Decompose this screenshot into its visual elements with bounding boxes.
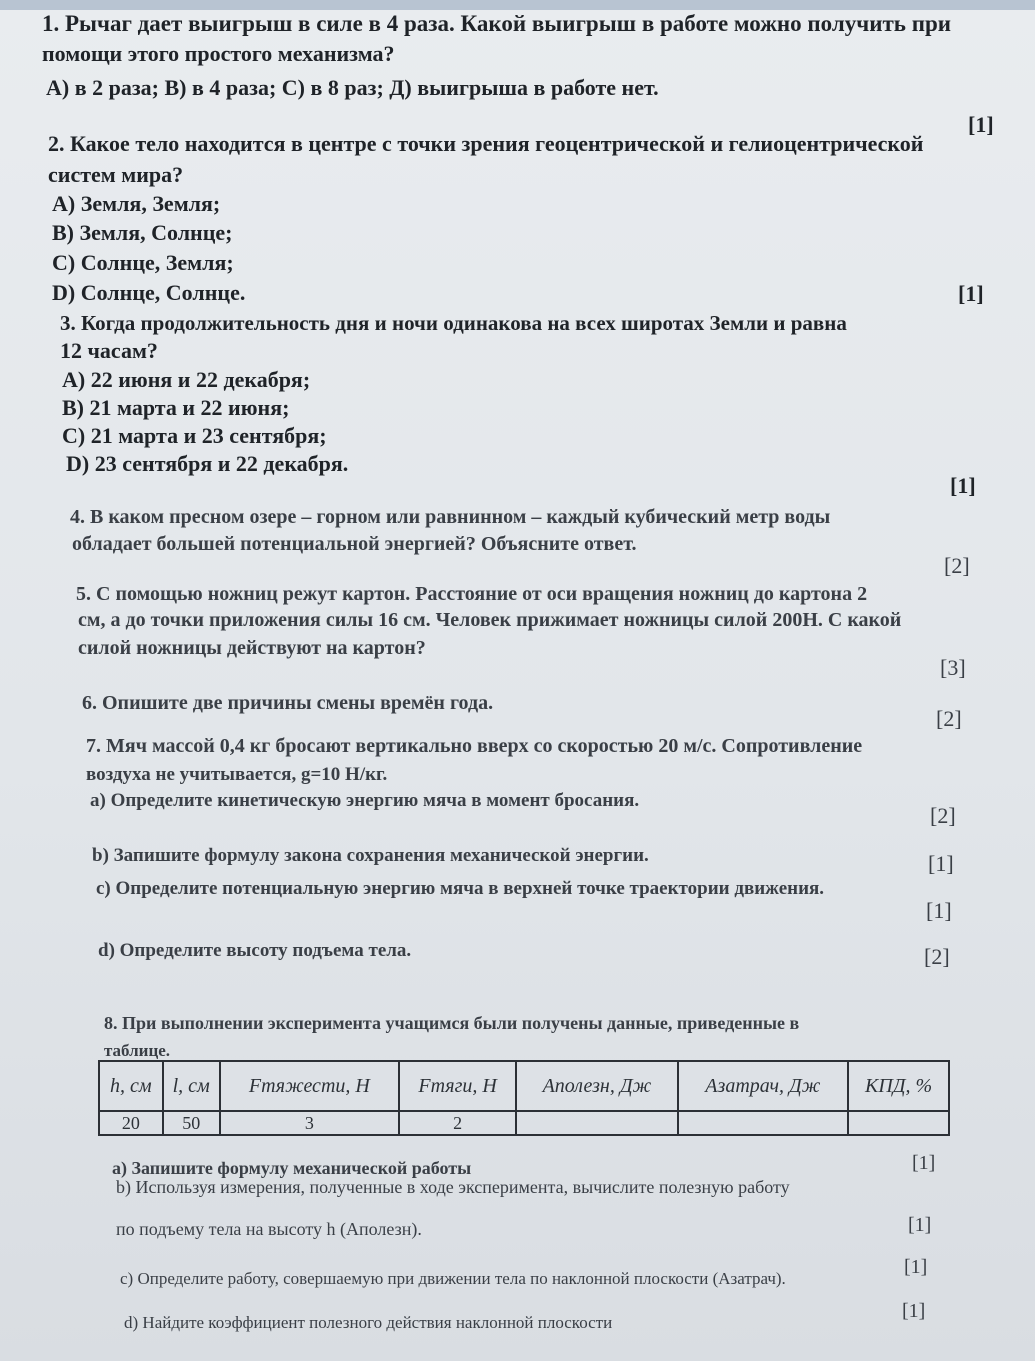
q1-text-line2: помощи этого простого механизма? xyxy=(42,41,395,66)
q8-part-c-mark: [1] xyxy=(904,1256,928,1278)
q7-part-a: a) Определите кинетическую энергию мяча в момент бросания. xyxy=(90,790,640,811)
q7-part-c-mark: [1] xyxy=(926,898,952,923)
q7-part-b-mark: [1] xyxy=(928,851,954,876)
q6-mark: [2] xyxy=(936,706,962,731)
header-f-pull: Fтяги, Н xyxy=(399,1061,516,1111)
header-f-gravity: Fтяжести, Н xyxy=(220,1061,399,1111)
q3-option-a: А) 22 июня и 22 декабря; xyxy=(62,367,311,392)
q8-part-b-line1: b) Используя измерения, полученные в ходе эксперимента, вычислите полезную работу xyxy=(116,1177,790,1197)
q7-text-line1: 7. Мяч массой 0,4 кг бросают вертикально вверх со скоростью 20 м/с. Сопротивление xyxy=(86,735,863,757)
header-l: l, см xyxy=(163,1061,220,1111)
q8-part-a: a) Запишите формулу механической работы xyxy=(112,1158,472,1178)
header-efficiency: КПД, % xyxy=(848,1061,949,1111)
q8-part-d-mark: [1] xyxy=(902,1300,926,1322)
q5-mark: [3] xyxy=(940,655,966,680)
table-header-row xyxy=(99,1061,949,1111)
cell-h: 20 xyxy=(99,1111,163,1135)
q3-text-line1: 3. Когда продолжительность дня и ночи одинакова на всех широтах Земли и равна xyxy=(60,311,847,335)
q3-mark: [1] xyxy=(950,473,976,498)
cell-efficiency xyxy=(848,1111,949,1135)
q4-text-line1: 4. В каком пресном озере – горном или равнинном – каждый кубический метр воды xyxy=(70,506,831,528)
q2-option-c: С) Солнце, Земля; xyxy=(52,250,234,275)
q8-part-d: d) Найдите коэффициент полезного действия наклонной плоскости xyxy=(124,1313,613,1332)
q8-part-b-line2: по подъему тела на высоту h (Aполезн). xyxy=(116,1219,422,1239)
q7-part-d: d) Определите высоту подъема тела. xyxy=(98,940,412,961)
q8-part-b-mark: [1] xyxy=(908,1214,932,1236)
q2-text-line2: систем мира? xyxy=(48,162,184,187)
q7-part-d-mark: [2] xyxy=(924,944,950,969)
q8-part-c: c) Определите работу, совершаемую при движении тела по наклонной плоскости (Aзатрач). xyxy=(120,1269,786,1288)
q3-option-c: С) 21 марта и 23 сентября; xyxy=(62,423,327,448)
q7-text-line2: воздуха не учитывается, g=10 Н/кг. xyxy=(86,764,388,785)
q4-text-line2: обладает большей потенциальной энергией? Объясните ответ. xyxy=(72,533,637,555)
cell-a-useful xyxy=(516,1111,677,1135)
table-row xyxy=(99,1111,949,1135)
cell-f-pull: 2 xyxy=(399,1111,516,1135)
q3-option-d: D) 23 сентября и 22 декабря. xyxy=(66,451,349,476)
header-a-useful: Aполезн, Дж xyxy=(516,1061,677,1111)
q2-option-b: В) Земля, Солнце; xyxy=(52,220,233,245)
q2-mark: [1] xyxy=(958,281,984,306)
q5-text-line2: см, а до точки приложения силы 16 см. Человек прижимает ножницы силой 200Н. С какой xyxy=(78,609,902,631)
q6-text: 6. Опишите две причины смены времён года. xyxy=(82,692,494,714)
header-h: h, см xyxy=(99,1061,163,1111)
q7-part-b: b) Запишите формулу закона сохранения механической энергии. xyxy=(92,845,649,866)
cell-a-spent xyxy=(678,1111,849,1135)
q8-part-a-mark: [1] xyxy=(912,1152,936,1174)
header-a-spent: Aзатрач, Дж xyxy=(678,1061,849,1111)
cell-l: 50 xyxy=(163,1111,220,1135)
q4-mark: [2] xyxy=(944,553,970,578)
q2-text-line1: 2. Какое тело находится в центре с точки зрения геоцентрической и гелиоцентрической xyxy=(48,131,924,156)
q3-text-line2: 12 часам? xyxy=(60,338,158,363)
q1-text-line1: 1. Рычаг дает выигрыш в силе в 4 раза. Какой выигрыш в работе можно получить при xyxy=(42,11,951,36)
q2-option-a: А) Земля, Земля; xyxy=(52,191,221,216)
q8-text-line1: 8. При выполнении эксперимента учащимся были получены данные, приведенные в xyxy=(104,1013,800,1033)
experiment-table xyxy=(98,1060,950,1136)
q5-text-line3: силой ножницы действуют на картон? xyxy=(78,637,426,659)
q3-option-b: В) 21 марта и 22 июня; xyxy=(62,395,290,420)
q1-mark: [1] xyxy=(968,112,994,137)
cell-f-gravity: 3 xyxy=(220,1111,399,1135)
q5-text-line1: 5. С помощью ножниц режут картон. Расстояние от оси вращения ножниц до картона 2 xyxy=(76,583,868,605)
q8-text-line2: таблице. xyxy=(104,1041,171,1060)
screen-edge xyxy=(0,0,1035,10)
q7-part-c: c) Определите потенциальную энергию мяча в верхней точке траектории движения. xyxy=(96,878,825,899)
q7-part-a-mark: [2] xyxy=(930,803,956,828)
q2-option-d: D) Солнце, Солнце. xyxy=(52,280,246,305)
q1-options: А) в 2 раза; В) в 4 раза; С) в 8 раз; Д) выигрыша в работе нет. xyxy=(46,75,659,100)
